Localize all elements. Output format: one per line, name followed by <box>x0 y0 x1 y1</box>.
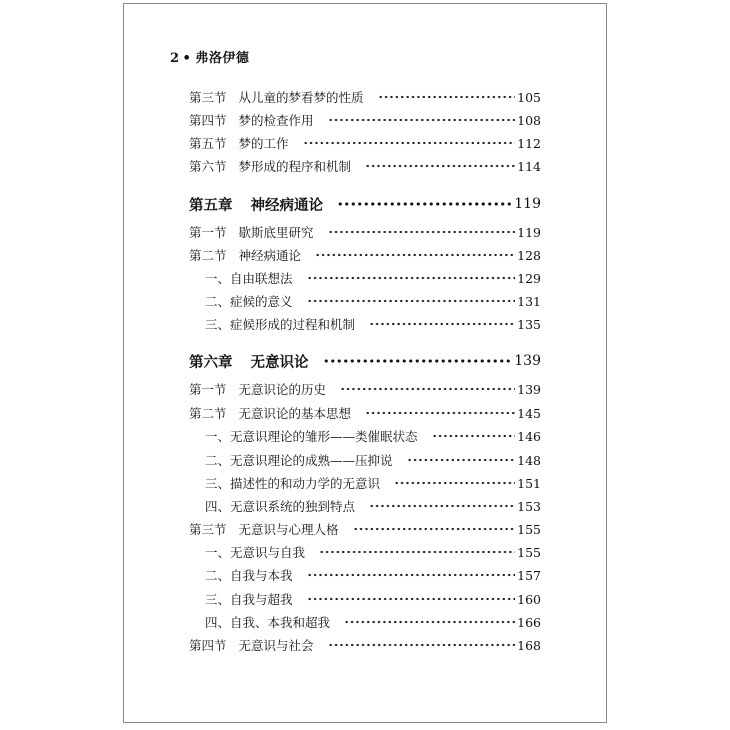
toc-prefix: 第一节 <box>189 382 227 397</box>
dot-leader <box>303 137 516 149</box>
toc-title: 无意识论的历史 <box>238 382 327 397</box>
header-page-number: 2 <box>170 51 180 66</box>
toc-page-number: 119 <box>517 224 541 240</box>
toc-page-number: 129 <box>517 270 541 286</box>
toc-entry[interactable] <box>189 110 541 130</box>
toc-title: 症候的意义 <box>230 294 293 309</box>
toc-title: 自我与超我 <box>230 592 293 607</box>
dot-leader <box>340 383 515 395</box>
toc-sub-entry[interactable] <box>189 450 541 470</box>
dot-leader <box>315 249 515 261</box>
dot-leader <box>319 546 515 558</box>
toc-page-number: 114 <box>517 158 541 174</box>
toc-prefix: 四、 <box>205 615 231 630</box>
toc-prefix: 第六节 <box>189 159 227 174</box>
toc-prefix: 第三节 <box>189 522 227 537</box>
toc-prefix: 三、 <box>205 592 231 607</box>
toc-page-number: 145 <box>517 405 541 421</box>
toc-entry[interactable] <box>189 519 541 539</box>
toc-page-number: 155 <box>517 544 541 560</box>
toc-sub-entry[interactable] <box>189 426 541 446</box>
dot-leader <box>307 569 516 581</box>
toc-sub-entry[interactable] <box>189 589 541 609</box>
toc-title: 从儿童的梦看梦的性质 <box>238 90 364 105</box>
header-book-title: 弗洛伊德 <box>195 51 250 66</box>
dot-leader <box>328 639 516 651</box>
toc-chapter-entry[interactable] <box>189 349 541 373</box>
toc-title: 歇斯底里研究 <box>238 225 314 240</box>
toc-entry[interactable] <box>189 156 541 176</box>
toc-entry[interactable] <box>189 222 541 242</box>
toc-entry[interactable] <box>189 379 541 399</box>
toc-prefix: 一、 <box>205 429 231 444</box>
toc-page-number: 105 <box>517 89 541 105</box>
dot-leader <box>369 500 515 512</box>
dot-leader <box>369 318 515 330</box>
toc-title: 无意识理论的雏形——类催眠状态 <box>230 429 418 444</box>
dot-leader <box>394 477 515 489</box>
toc-sub-entry[interactable] <box>189 314 541 334</box>
dot-leader <box>378 91 516 103</box>
toc-page-number: 119 <box>514 196 541 212</box>
toc-sub-entry[interactable] <box>189 291 541 311</box>
dot-leader <box>328 226 516 238</box>
dot-leader <box>328 114 516 126</box>
toc-prefix: 第六章 <box>189 353 233 371</box>
toc-title: 无意识与心理人格 <box>238 522 339 537</box>
dot-leader <box>344 616 515 628</box>
dot-leader <box>432 430 516 442</box>
toc-page-number: 148 <box>517 452 541 468</box>
toc-title: 症候形成的过程和机制 <box>230 317 356 332</box>
toc-page-number: 128 <box>517 247 541 263</box>
toc-page-number: 139 <box>514 353 541 369</box>
dot-leader <box>307 295 516 307</box>
toc-page-number: 146 <box>517 428 541 444</box>
toc-prefix: 第三节 <box>189 90 227 105</box>
toc-title: 描述性的和动力学的无意识 <box>230 476 381 491</box>
toc-page-number: 135 <box>517 316 541 332</box>
toc-prefix: 一、 <box>205 545 231 560</box>
toc-title: 无意识系统的独到特点 <box>230 499 356 514</box>
toc-title: 神经病通论 <box>238 248 302 263</box>
toc-prefix: 第二节 <box>189 248 227 263</box>
toc-title: 梦形成的程序和机制 <box>238 159 352 174</box>
toc-page-number: 151 <box>517 475 541 491</box>
toc-title: 无意识论的基本思想 <box>238 406 352 421</box>
toc-prefix: 第四节 <box>189 638 227 653</box>
toc-title: 梦的工作 <box>238 136 289 151</box>
toc-prefix: 第五章 <box>189 196 233 214</box>
toc-title: 自我、本我和超我 <box>230 615 331 630</box>
toc-sub-entry[interactable] <box>189 473 541 493</box>
toc-title: 自我与本我 <box>230 568 293 583</box>
toc-title: 无意识理论的成熟——压抑说 <box>230 453 393 468</box>
toc-prefix: 二、 <box>205 568 231 583</box>
toc-prefix: 第二节 <box>189 406 227 421</box>
toc-title: 神经病通论 <box>250 196 323 214</box>
toc-page-number: 160 <box>517 591 541 607</box>
toc-entry[interactable] <box>189 87 541 107</box>
toc-page-number: 166 <box>517 614 541 630</box>
header-separator: • <box>182 51 192 66</box>
toc-prefix: 一、 <box>205 271 231 286</box>
dot-leader <box>365 160 515 172</box>
dot-leader <box>337 198 512 210</box>
toc-sub-entry[interactable] <box>189 268 541 288</box>
toc-sub-entry[interactable] <box>189 496 541 516</box>
toc-page-number: 168 <box>517 637 541 653</box>
toc-page-number: 157 <box>517 567 541 583</box>
toc-page-number: 155 <box>517 521 541 537</box>
toc-entry[interactable] <box>189 245 541 265</box>
toc-prefix: 二、 <box>205 453 231 468</box>
toc-page-number: 131 <box>517 293 541 309</box>
dot-leader <box>407 454 516 466</box>
toc-prefix: 三、 <box>205 317 231 332</box>
toc-title: 无意识与社会 <box>238 638 314 653</box>
toc-title: 无意识论 <box>250 353 309 371</box>
dot-leader <box>365 407 515 419</box>
toc-entry[interactable] <box>189 133 541 153</box>
toc-entry[interactable] <box>189 403 541 423</box>
dot-leader <box>307 593 516 605</box>
dot-leader <box>307 272 516 284</box>
toc-page-number: 139 <box>517 381 541 397</box>
toc-sub-entry[interactable] <box>189 612 541 632</box>
toc-entry[interactable] <box>189 635 541 655</box>
toc-prefix: 四、 <box>205 499 231 514</box>
toc-prefix: 第五节 <box>189 136 227 151</box>
dot-leader <box>353 523 516 535</box>
toc-title: 无意识与自我 <box>230 545 306 560</box>
toc-prefix: 三、 <box>205 476 231 491</box>
toc-page-number: 112 <box>517 135 541 151</box>
toc-page-number: 153 <box>517 498 541 514</box>
dot-leader <box>323 355 513 367</box>
toc-prefix: 第四节 <box>189 113 227 128</box>
toc-title: 自由联想法 <box>230 271 293 286</box>
toc-chapter-entry[interactable] <box>189 192 541 216</box>
toc-prefix: 第一节 <box>189 225 227 240</box>
toc-page-number: 108 <box>517 112 541 128</box>
toc-sub-entry[interactable] <box>189 542 541 562</box>
toc-sub-entry[interactable] <box>189 565 541 585</box>
toc-prefix: 二、 <box>205 294 231 309</box>
toc-title: 梦的检查作用 <box>238 113 314 128</box>
